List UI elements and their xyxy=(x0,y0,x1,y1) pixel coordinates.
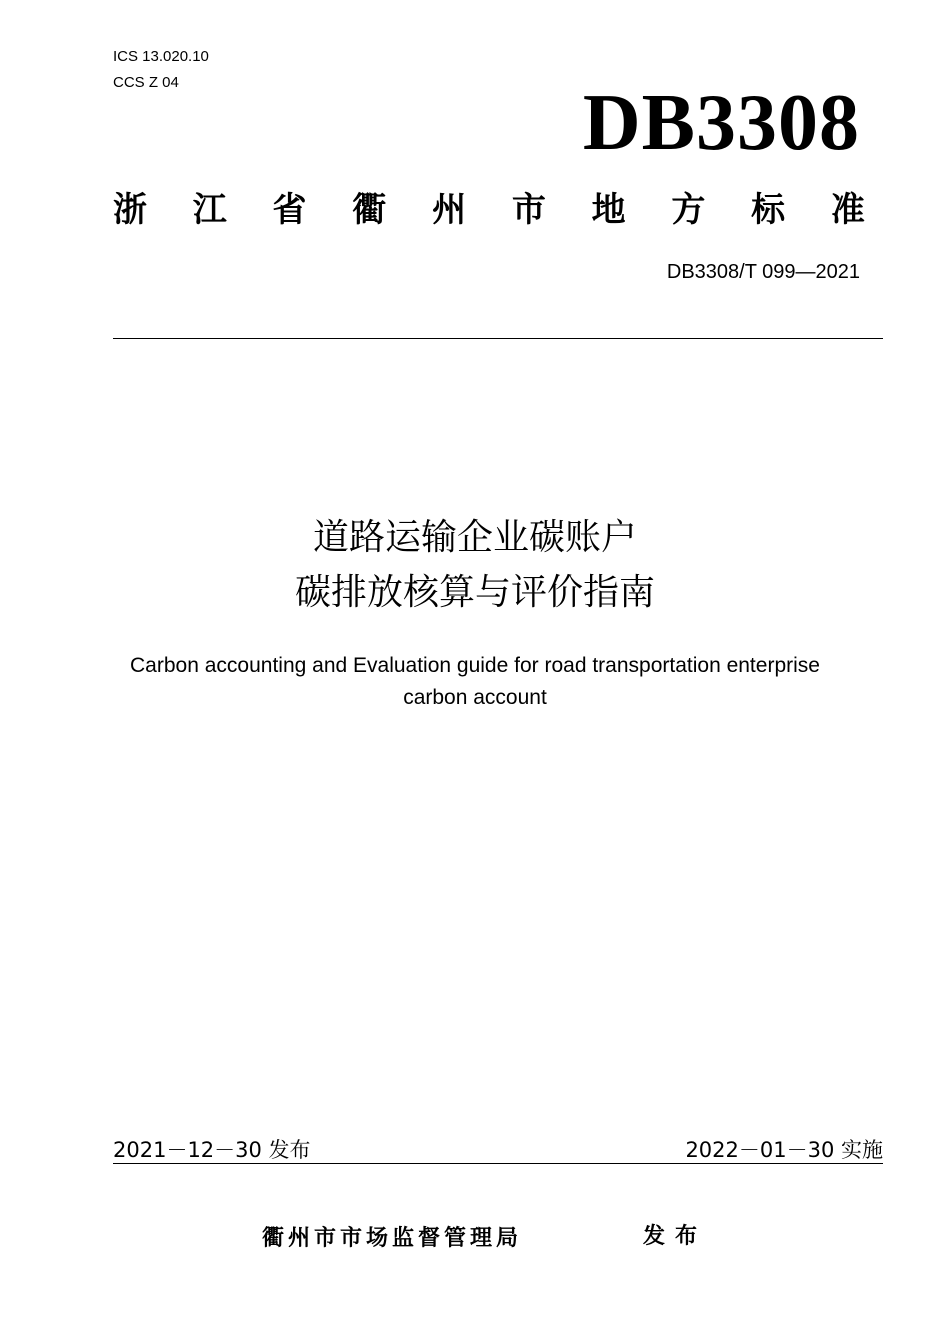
title-en-line-2: carbon account xyxy=(403,686,547,709)
standard-type-char: 省 xyxy=(272,190,307,230)
standard-type-char: 州 xyxy=(432,190,467,230)
standard-type-char: 浙 xyxy=(113,190,147,230)
implement-date: 2022－01－30 实施 xyxy=(685,1138,883,1162)
standard-type-char: 衢 xyxy=(352,190,387,230)
standard-number: DB3308/T 099—2021 xyxy=(666,261,860,283)
standard-code-logo: DB3308 xyxy=(582,79,860,167)
standard-type-heading xyxy=(113,188,865,232)
standard-type-char: 方 xyxy=(671,190,706,230)
ccs-code: CCS Z 04 xyxy=(113,74,179,91)
header-divider xyxy=(113,338,883,339)
standard-type-char: 标 xyxy=(751,190,786,230)
publish-date: 2021－12－30 发布 xyxy=(113,1138,311,1162)
standard-type-char: 准 xyxy=(830,190,865,230)
title-zh-line-1: 道路运输企业碳账户 xyxy=(312,517,637,558)
ics-code: ICS 13.020.10 xyxy=(113,48,209,65)
issuing-authority: 衢州市市场监督管理局 xyxy=(262,1226,523,1251)
standard-type-char: 地 xyxy=(591,190,626,230)
title-en-line-1: Carbon accounting and Evaluation guide for road transportation enterprise xyxy=(130,654,820,677)
standard-type-char: 市 xyxy=(511,190,546,230)
issue-label: 发布 xyxy=(643,1224,708,1249)
title-zh-line-2: 碳排放核算与评价指南 xyxy=(294,572,655,613)
footer-divider xyxy=(113,1163,883,1164)
standard-type-char: 江 xyxy=(192,190,227,230)
